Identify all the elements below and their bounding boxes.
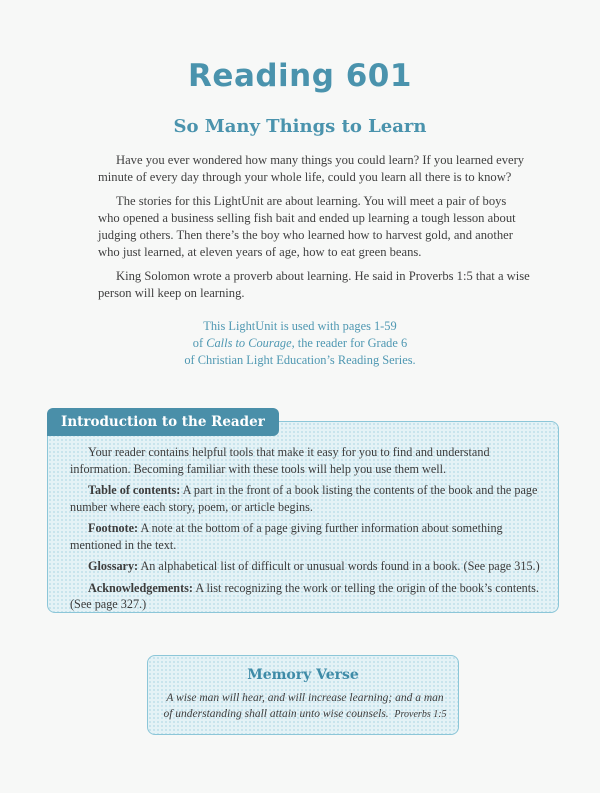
note-prefix: of [192,336,207,350]
reader-intro-heading: Introduction to the Reader [47,408,279,436]
intro-paragraph-2: The stories for this LightUnit are about learning. You will meet a pair of boys who opened a business selling fish bait and ended up learning a tough lesson about judging others. Then there’s the boy who learned how to harvest gold, and another who just learned, at eleven years of age, how to eat green beans. [98,194,516,259]
term-acknowledgements [70,580,544,613]
verse-line-2 [160,706,450,723]
term-label: Acknowledgements: [88,580,193,595]
verse-reference: Proverbs 1:5 [394,709,447,720]
intro-paragraph-1: Have you ever wondered how many things you could learn? If you learned every minute of every day through your whole life, could you learn all there is to know? [98,153,525,184]
term-definition: A note at the bottom of a page giving further information about something mentioned in the text. [70,521,503,552]
term-definition: A list recognizing the work or telling the origin of the book’s contents. (See page 327.) [70,580,539,611]
term-footnote [70,520,544,553]
page-subtitle: So Many Things to Learn [173,116,427,137]
verse-line-1: A wise man will hear, and will increase learning; and a man [166,692,444,704]
memory-verse-text [160,690,450,723]
reader-intro-content [70,444,544,618]
term-label: Table of contents: [88,483,181,497]
note-line-3: of Christian Light Education’s Reading Series. [184,353,416,367]
term-definition: An alphabetical list of difficult or unusual words found in a book. (See page 315.) [138,559,540,573]
term-glossary [70,558,544,575]
note-line-2 [0,335,600,352]
intro-section [98,152,530,309]
book-title: Calls to Courage [206,336,292,350]
note-line-1: This LightUnit is used with pages 1-59 [203,319,397,333]
term-label: Glossary: [88,559,139,573]
note-suffix: , the reader for Grade 6 [291,336,408,350]
term-definition: A part in the front of a book listing the contents of the book and the page number where each story, poem, or article begins. [70,483,538,514]
memory-verse-heading: Memory Verse [247,667,359,683]
term-label: Footnote: [88,521,139,535]
page-title: Reading 601 [188,58,412,94]
lightunit-note [0,318,600,369]
term-table-of-contents [70,482,544,515]
intro-paragraph-3: King Solomon wrote a proverb about learning. He said in Proverbs 1:5 that a wise person will keep on learning. [98,269,530,300]
verse-line-2-text: of understanding shall attain unto wise counsels. [163,708,389,720]
reader-intro-paragraph: Your reader contains helpful tools that make it easy for you to find and understand information. Becoming familiar with these tools will help you use them well. [70,445,490,476]
